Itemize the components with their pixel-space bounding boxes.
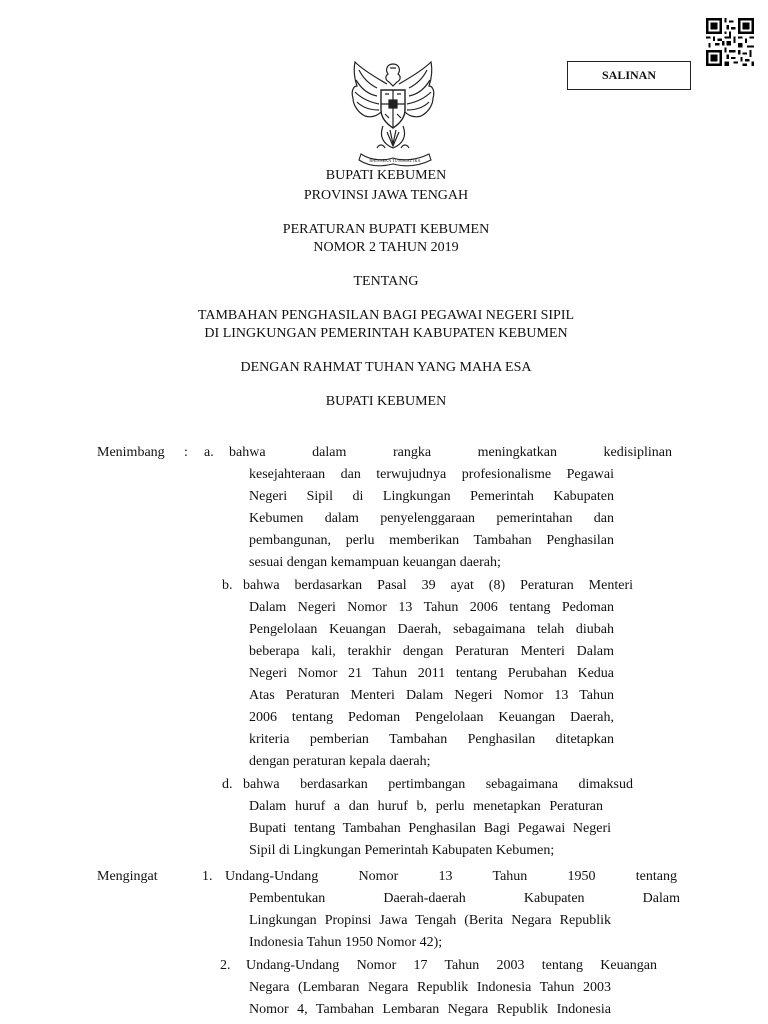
menimbang-b-line: 2006 tentang Pedoman Pengelolaan Keuangan Daerah, bbox=[249, 710, 614, 725]
menimbang-d-line: Sipil di Lingkungan Pemerintah Kabupaten Kebumen; bbox=[249, 843, 555, 858]
garuda-pancasila-emblem bbox=[343, 58, 447, 170]
invocation-line: DENGAN RAHMAT TUHAN YANG MAHA ESA bbox=[240, 360, 532, 375]
mengingat-2-marker: 2. bbox=[220, 958, 231, 973]
menimbang-a-line: Kebumen dalam penyelenggaraan pemerintahan dan bbox=[249, 511, 614, 526]
menimbang-a-marker: a. bbox=[204, 445, 214, 460]
heading-provinsi: PROVINSI JAWA TENGAH bbox=[303, 188, 469, 203]
menimbang-d-line: bahwa berdasarkan pertimbangan sebagaimana dimaksud bbox=[243, 777, 633, 792]
mengingat-2-line: Negara (Lembaran Negara Republik Indonesia Tahun 2003 bbox=[249, 980, 611, 995]
subject-line-2: DI LINGKUNGAN PEMERINTAH KABUPATEN KEBUMEN bbox=[204, 326, 568, 341]
regulation-number: NOMOR 2 TAHUN 2019 bbox=[313, 240, 459, 255]
mengingat-2-line: Undang-Undang Nomor 17 Tahun 2003 tentang Keuangan bbox=[246, 958, 657, 973]
menimbang-colon: : bbox=[184, 445, 188, 460]
menimbang-b-line: beberapa kali, terakhir dengan Peraturan Menteri Dalam bbox=[249, 644, 614, 659]
mengingat-label: Mengingat bbox=[97, 869, 158, 884]
menimbang-b-line: Negeri Nomor 21 Tahun 2011 tentang Perubahan Kedua bbox=[249, 666, 614, 681]
subject-line-1: TAMBAHAN PENGHASILAN BAGI PEGAWAI NEGERI SIPIL bbox=[197, 308, 575, 323]
mengingat-1-line: Pembentukan Daerah-daerah Kabupaten Dalam bbox=[249, 891, 680, 906]
qr-code-icon bbox=[706, 18, 754, 66]
menimbang-b-line: Pengelolaan Keuangan Daerah, sebagaimana telah diubah bbox=[249, 622, 614, 637]
menimbang-d-marker: d. bbox=[222, 777, 233, 792]
menimbang-a-line: kesejahteraan dan terwujudnya profesionalisme Pegawai bbox=[249, 467, 614, 482]
heading-bupati: BUPATI KEBUMEN bbox=[325, 168, 447, 183]
issuer-line: BUPATI KEBUMEN bbox=[325, 394, 447, 409]
menimbang-label: Menimbang bbox=[97, 445, 165, 460]
menimbang-b-line: Dalam Negeri Nomor 13 Tahun 2006 tentang Pedoman bbox=[249, 600, 614, 615]
menimbang-a-line: bahwa dalam rangka meningkatkan kedisiplinan bbox=[229, 445, 672, 460]
salinan-stamp: SALINAN bbox=[567, 61, 691, 90]
menimbang-a-line: pembangunan, perlu memberikan Tambahan Penghasilan bbox=[249, 533, 614, 548]
menimbang-b-marker: b. bbox=[222, 578, 233, 593]
menimbang-b-line: dengan peraturan kepala daerah; bbox=[249, 754, 431, 769]
menimbang-d-line: Dalam huruf a dan huruf b, perlu menetapkan Peraturan bbox=[249, 799, 603, 814]
regulation-title: PERATURAN BUPATI KEBUMEN bbox=[282, 222, 490, 237]
menimbang-a-line: Negeri Sipil di Lingkungan Pemerintah Kabupaten bbox=[249, 489, 614, 504]
menimbang-b-line: bahwa berdasarkan Pasal 39 ayat (8) Peraturan Menteri bbox=[243, 578, 633, 593]
menimbang-b-line: kriteria pemberian Tambahan Penghasilan ditetapkan bbox=[249, 732, 614, 747]
mengingat-1-line: Lingkungan Propinsi Jawa Tengah (Berita Negara Republik bbox=[249, 913, 611, 928]
mengingat-1-line: Indonesia Tahun 1950 Nomor 42); bbox=[249, 935, 443, 950]
svg-text:BHINNEKA TUNGGAL IKA: BHINNEKA TUNGGAL IKA bbox=[369, 158, 421, 163]
menimbang-a-line: sesuai dengan kemampuan keuangan daerah; bbox=[249, 555, 501, 570]
mengingat-1-line: Undang-Undang Nomor 13 Tahun 1950 tentang bbox=[225, 869, 677, 884]
tentang-heading: TENTANG bbox=[353, 274, 419, 289]
menimbang-b-line: Atas Peraturan Menteri Dalam Negeri Nomor 13 Tahun bbox=[249, 688, 614, 703]
mengingat-1-marker: 1. bbox=[202, 869, 213, 884]
menimbang-d-line: Bupati tentang Tambahan Penghasilan Bagi Pegawai Negeri bbox=[249, 821, 611, 836]
mengingat-2-line: Nomor 4, Tambahan Lembaran Negara Republik Indonesia bbox=[249, 1002, 611, 1017]
